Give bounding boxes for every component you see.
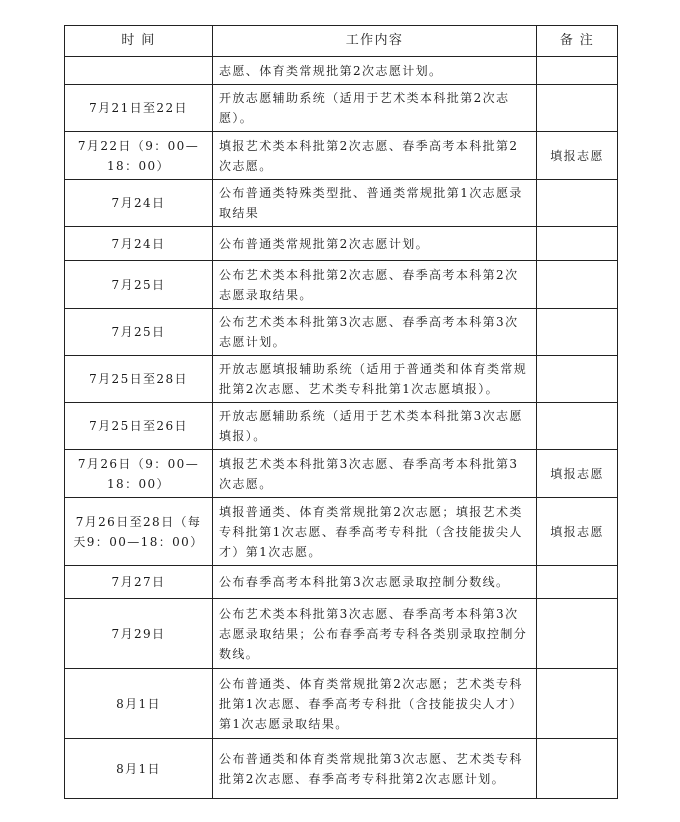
work-cell: 公布普通类特殊类型批、普通类常规批第1次志愿录取结果 [213, 180, 537, 227]
note-cell [537, 669, 618, 739]
time-cell: 8月1日 [65, 739, 213, 799]
table-row [65, 227, 618, 261]
work-cell: 填报艺术类本科批第2次志愿、春季高考本科批第2次志愿。 [213, 132, 537, 180]
time-cell [65, 57, 213, 85]
time-cell: 7月26日至28日（每天9：00—18：00） [65, 498, 213, 566]
note-cell: 填报志愿 [537, 450, 618, 498]
table-row [65, 261, 618, 309]
time-cell: 7月25日至28日 [65, 356, 213, 403]
note-cell: 填报志愿 [537, 132, 618, 180]
work-cell: 开放志愿辅助系统（适用于艺术类本科批第2次志愿）。 [213, 85, 537, 132]
work-cell: 公布春季高考本科批第3次志愿录取控制分数线。 [213, 566, 537, 599]
time-cell: 7月29日 [65, 599, 213, 669]
work-cell: 开放志愿填报辅助系统（适用于普通类和体育类常规批第2次志愿、艺术类专科批第1次志愿填报）。 [213, 356, 537, 403]
header-work: 工作内容 [213, 26, 537, 57]
work-cell: 填报艺术类本科批第3次志愿、春季高考本科批第3次志愿。 [213, 450, 537, 498]
note-cell [537, 566, 618, 599]
work-cell: 公布艺术类本科批第3次志愿、春季高考本科第3次志愿录取结果；公布春季高考专科各类别录取控制分数线。 [213, 599, 537, 669]
work-cell: 公布普通类常规批第2次志愿计划。 [213, 227, 537, 261]
table-row [65, 180, 618, 227]
table-row [65, 739, 618, 799]
note-cell [537, 356, 618, 403]
work-cell: 公布普通类和体育类常规批第3次志愿、艺术类专科批第2次志愿、春季高考专科批第2次志愿计划。 [213, 739, 537, 799]
table-row [65, 132, 618, 180]
time-cell: 7月24日 [65, 227, 213, 261]
table-row [65, 566, 618, 599]
work-cell: 开放志愿辅助系统（适用于艺术类本科批第3次志愿填报）。 [213, 403, 537, 450]
work-cell: 公布普通类、体育类常规批第2次志愿；艺术类专科批第1次志愿、春季高考专科批（含技能拔尖人才）第1次志愿录取结果。 [213, 669, 537, 739]
table-row [65, 450, 618, 498]
work-cell: 填报普通类、体育类常规批第2次志愿；填报艺术类专科批第1次志愿、春季高考专科批（含技能拔尖人才）第1次志愿。 [213, 498, 537, 566]
time-cell: 7月27日 [65, 566, 213, 599]
note-cell [537, 403, 618, 450]
table-row [65, 57, 618, 85]
table-row [65, 356, 618, 403]
time-cell: 7月25日至26日 [65, 403, 213, 450]
note-cell [537, 85, 618, 132]
note-cell [537, 57, 618, 85]
table-row [65, 599, 618, 669]
note-cell: 填报志愿 [537, 498, 618, 566]
note-cell [537, 261, 618, 309]
time-cell: 8月1日 [65, 669, 213, 739]
work-cell: 公布艺术类本科批第3次志愿、春季高考本科第3次志愿计划。 [213, 309, 537, 356]
note-cell [537, 227, 618, 261]
time-cell: 7月24日 [65, 180, 213, 227]
table-row [65, 309, 618, 356]
table-row [65, 669, 618, 739]
schedule-table [64, 25, 618, 799]
time-cell: 7月25日 [65, 261, 213, 309]
work-cell: 志愿、体育类常规批第2次志愿计划。 [213, 57, 537, 85]
note-cell [537, 739, 618, 799]
time-cell: 7月25日 [65, 309, 213, 356]
note-cell [537, 599, 618, 669]
header-row [65, 26, 618, 57]
header-time: 时 间 [65, 26, 213, 57]
note-cell [537, 180, 618, 227]
table-row [65, 403, 618, 450]
note-cell [537, 309, 618, 356]
time-cell: 7月22日（9：00—18：00） [65, 132, 213, 180]
work-cell: 公布艺术类本科批第2次志愿、春季高考本科第2次志愿录取结果。 [213, 261, 537, 309]
time-cell: 7月26日（9：00—18：00） [65, 450, 213, 498]
table-row [65, 85, 618, 132]
time-cell: 7月21日至22日 [65, 85, 213, 132]
header-note: 备 注 [537, 26, 618, 57]
table-row [65, 498, 618, 566]
